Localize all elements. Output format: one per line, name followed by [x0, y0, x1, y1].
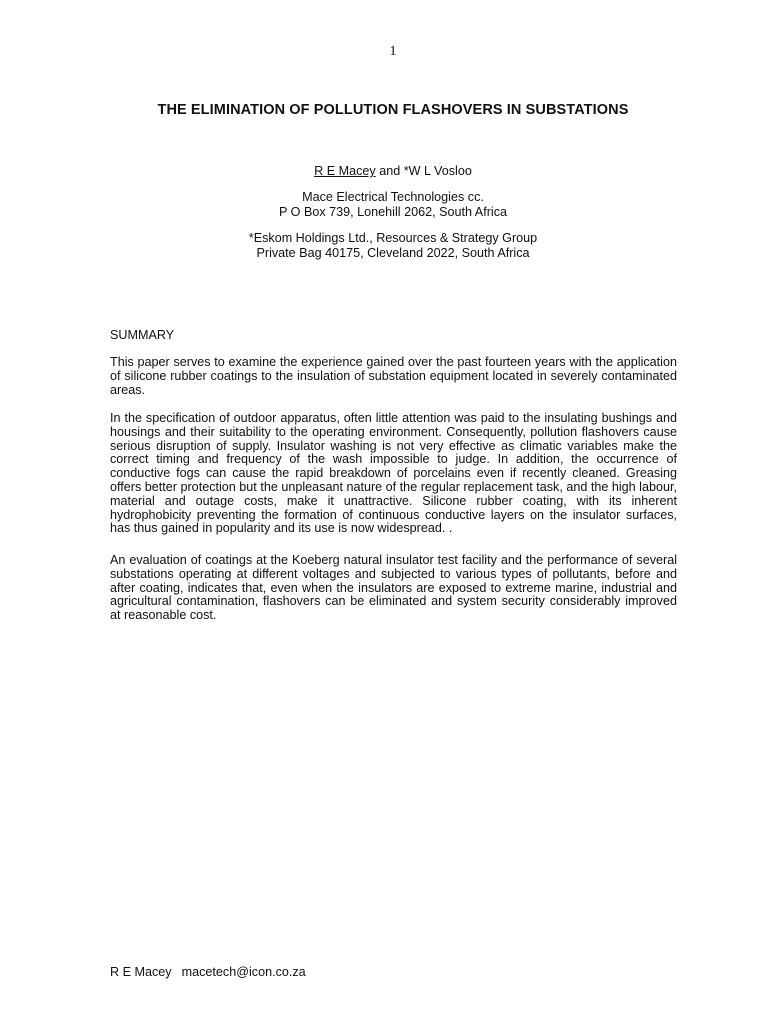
author-joiner: and — [375, 164, 404, 178]
summary-paragraph: An evaluation of coatings at the Koeberg natural insulator test facility and the performance of several substations operating at different voltages and subjected to various types of pollutants, before and after coating, indicates that, even when the insulators are exposed to extreme marine, industrial and agricultural contamination, flashovers can be eliminated and system security considerably improved at reasonable cost. — [110, 553, 677, 623]
paper-title: THE ELIMINATION OF POLLUTION FLASHOVERS IN SUBSTATIONS — [157, 102, 629, 118]
page-number: 1 — [389, 44, 397, 59]
affiliation-line: *Eskom Holdings Ltd., Resources & Strategy Group — [248, 231, 538, 245]
footer-email: macetech@icon.co.za — [181, 965, 306, 979]
summary-heading: SUMMARY — [110, 328, 175, 342]
author-line — [0, 164, 768, 179]
affiliation-line: Private Bag 40175, Cleveland 2022, South Africa — [256, 246, 530, 260]
affiliation-line: Mace Electrical Technologies cc. — [302, 190, 484, 204]
affiliation-eskom — [0, 231, 768, 261]
footer — [110, 965, 306, 979]
author-primary: R E Macey — [314, 164, 376, 178]
affiliation-line: P O Box 739, Lonehill 2062, South Africa — [278, 205, 507, 219]
author-secondary: *W L Vosloo — [403, 164, 472, 178]
summary-paragraph: In the specification of outdoor apparatus, often little attention was paid to the insulating bushings and housings and their suitability to the operating environment. Consequently, pollution flashovers cause serious disruption of supply. Insulator washing is not very effective as climatic variables make the correct timing and frequency of the wash impossible to judge. In addition, the occurrence of conductive fogs can cause the rapid breakdown of porcelains even if recently cleaned. Greasing offers better protection but the unpleasant nature of the regular replacement task, and the high labour, material and outage costs, make it unattractive. Silicone rubber coating, with its inherent hydrophobicity preventing the formation of continuous conductive layers on the insulator surfaces, has thus gained in popularity and its use is now widespread. . — [110, 411, 677, 536]
summary-paragraph: This paper serves to examine the experience gained over the past fourteen years with the application of silicone rubber coatings to the insulation of substation equipment located in severely contaminated areas. — [110, 355, 677, 397]
affiliation-mace — [0, 190, 768, 220]
footer-author-name: R E Macey — [110, 965, 172, 979]
